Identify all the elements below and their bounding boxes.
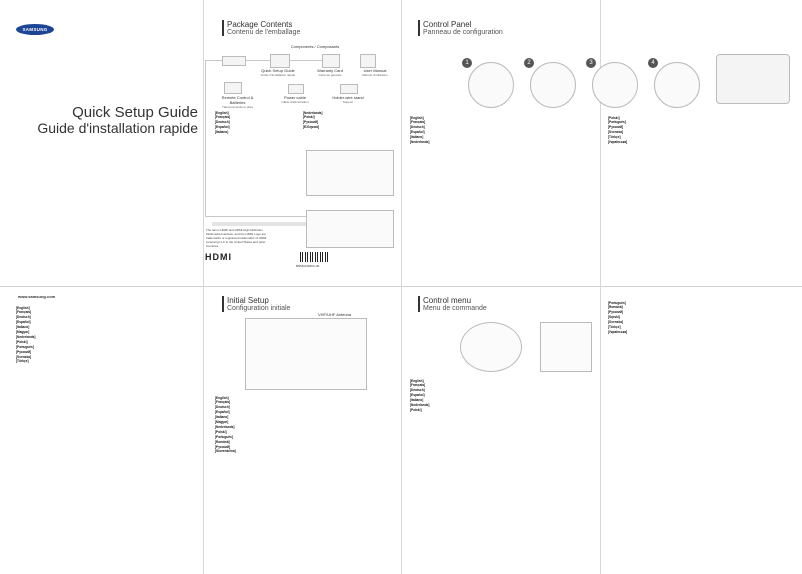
control-panel-heading bbox=[423, 20, 503, 36]
lang-head: [Italiano] bbox=[215, 130, 229, 135]
package-heading bbox=[227, 20, 300, 36]
lang-head: [Italiano] bbox=[215, 415, 229, 420]
item-name: Quick Setup Guide bbox=[261, 68, 295, 73]
item-sub: Câble d'alimentation bbox=[281, 100, 309, 104]
antenna-label: VHF/UHF Antenna bbox=[318, 312, 352, 317]
lang-head: [Română] bbox=[215, 439, 230, 444]
hdmi-legal-text: The terms HDMI and HDMI High-Definition Multimedia Interface, and the HDMI Logo are trademarks or registered trademarks of HDMI Licensing LLC in the United States and other countries. bbox=[206, 228, 267, 248]
control-menu-text-col-1 bbox=[410, 378, 595, 568]
lang-head: [Español] bbox=[410, 130, 425, 135]
control-panel-text-col-2 bbox=[608, 115, 793, 280]
lang-head: [English] bbox=[410, 115, 424, 120]
section-marker bbox=[222, 20, 224, 36]
lang-head: [Svenska] bbox=[16, 354, 32, 359]
lang-head: [Nederlands] bbox=[410, 403, 430, 408]
initial-setup-text bbox=[215, 395, 393, 567]
badge-2: 2 bbox=[524, 58, 534, 68]
lang-head: [Português] bbox=[16, 344, 34, 349]
item-manual bbox=[355, 68, 395, 77]
stand-icon bbox=[340, 84, 358, 94]
item-sub: Télécommande et piles bbox=[221, 105, 253, 109]
item-power-cable bbox=[275, 95, 315, 104]
lang-head: [Русский] bbox=[303, 120, 319, 125]
lang-head: [Română] bbox=[608, 305, 623, 310]
control-panel-diagram-3 bbox=[592, 62, 638, 108]
lang-head: [Nederlands] bbox=[16, 334, 36, 339]
notice-box bbox=[306, 210, 394, 248]
lang-head: [English] bbox=[16, 305, 30, 310]
lang-head: [Français] bbox=[16, 310, 32, 315]
hdmi-logo: HDMI bbox=[205, 252, 232, 262]
package-title-en: Package Contents bbox=[227, 20, 293, 29]
section-marker bbox=[222, 296, 224, 312]
guide-icon bbox=[270, 54, 290, 68]
lang-head: [Português] bbox=[215, 434, 233, 439]
power-cable-icon bbox=[288, 84, 304, 94]
lang-head: [Polski] bbox=[608, 115, 620, 120]
item-name: User Manual bbox=[363, 68, 387, 73]
lang-head: [Italiano] bbox=[16, 325, 30, 330]
setup-diagram bbox=[245, 318, 367, 390]
barcode-number: BN68-04926C-00 bbox=[296, 264, 320, 268]
components-label: Components / Composants bbox=[290, 44, 340, 49]
lang-head: [Svenska] bbox=[608, 320, 624, 325]
badge-1: 1 bbox=[462, 58, 472, 68]
control-menu-text-col-2 bbox=[608, 300, 793, 568]
lang-head: [Français] bbox=[215, 400, 231, 405]
item-name: Power cable bbox=[283, 95, 306, 100]
item-name: Warranty Card bbox=[317, 68, 343, 73]
lang-head: [Nederlands] bbox=[410, 140, 430, 145]
control-menu-title-fr: Menu de commande bbox=[423, 305, 487, 312]
lang-head: [Français] bbox=[215, 115, 231, 120]
lang-head: [Español] bbox=[215, 410, 230, 415]
lang-head: [Русский] bbox=[215, 444, 231, 449]
lang-head: [Українська] bbox=[608, 140, 628, 145]
lang-head: [Slovenščina] bbox=[215, 449, 236, 454]
badge-3: 3 bbox=[586, 58, 596, 68]
lang-head: [Türkçe] bbox=[16, 359, 29, 364]
lang-head: [Ελληνικά] bbox=[303, 125, 320, 130]
samsung-logo: SAMSUNG bbox=[16, 24, 54, 35]
item-stand bbox=[328, 95, 368, 104]
remote-icon bbox=[224, 82, 242, 94]
lang-head: [Srpski] bbox=[608, 315, 620, 320]
item-sub: Support bbox=[342, 100, 354, 104]
lang-head: [Русский] bbox=[608, 310, 624, 315]
lang-head: [Español] bbox=[215, 125, 230, 130]
package-box-icon bbox=[222, 56, 246, 66]
control-panel-text-col-1 bbox=[410, 115, 595, 280]
item-warranty bbox=[305, 68, 355, 77]
initial-setup-heading bbox=[227, 296, 290, 312]
package-title-fr: Contenu de l'emballage bbox=[227, 29, 301, 36]
control-panel-title-fr: Panneau de configuration bbox=[423, 29, 503, 36]
lang-head: [Русский] bbox=[16, 349, 32, 354]
lang-head: [Deutsch] bbox=[215, 120, 230, 125]
warranty-icon bbox=[322, 54, 340, 68]
section-marker bbox=[418, 296, 420, 312]
lang-head: [Nederlands] bbox=[303, 110, 323, 115]
control-panel-title-en: Control Panel bbox=[423, 20, 472, 29]
lang-head: [Italiano] bbox=[410, 398, 424, 403]
lang-head: [Polski] bbox=[215, 429, 227, 434]
control-panel-diagram-2 bbox=[530, 62, 576, 108]
lang-head: [Українська] bbox=[608, 329, 628, 334]
lang-head: [Türkçe] bbox=[608, 135, 621, 140]
lang-head: [Magyar] bbox=[215, 420, 229, 425]
fold-line-2 bbox=[401, 0, 402, 574]
lang-head: [Français] bbox=[410, 120, 426, 125]
item-name: Holder-wire stand bbox=[332, 95, 364, 100]
footer-text bbox=[16, 305, 196, 565]
control-menu-diagram bbox=[460, 322, 522, 372]
lang-head: [Türkçe] bbox=[608, 325, 621, 330]
control-panel-diagram-4 bbox=[654, 62, 700, 108]
control-stick-diagram bbox=[716, 54, 790, 104]
lang-head: [Polski] bbox=[303, 115, 315, 120]
control-menu-tv-diagram bbox=[540, 322, 592, 372]
section-marker bbox=[418, 20, 420, 36]
control-menu-heading bbox=[423, 296, 487, 312]
lang-head: [Español] bbox=[410, 393, 425, 398]
control-menu-title-en: Control menu bbox=[423, 296, 472, 305]
manual-icon bbox=[360, 54, 376, 68]
lang-head: [Magyar] bbox=[16, 330, 30, 335]
cover-title-en: Quick Setup Guide bbox=[72, 104, 198, 121]
lang-head: [English] bbox=[410, 378, 424, 383]
lang-head: [English] bbox=[215, 110, 229, 115]
initial-setup-title-en: Initial Setup bbox=[227, 296, 269, 305]
lang-head: [Deutsch] bbox=[410, 125, 425, 130]
cover-title-fr: Guide d'installation rapide bbox=[37, 120, 198, 136]
lang-head: [Nederlands] bbox=[215, 424, 235, 429]
lang-head: [Deutsch] bbox=[215, 405, 230, 410]
item-sub: Carte de garantie bbox=[318, 73, 342, 77]
warning-box bbox=[306, 150, 394, 196]
lang-head: [English] bbox=[215, 395, 229, 400]
initial-setup-title-fr: Configuration initiale bbox=[227, 305, 291, 312]
item-sub: Guide d'installation rapide bbox=[260, 73, 296, 77]
item-quick-guide bbox=[258, 68, 298, 77]
fold-line-1 bbox=[203, 0, 204, 574]
lang-head: [Português] bbox=[608, 120, 626, 125]
item-sub: Manuel d'utilisation bbox=[362, 73, 388, 77]
package-text-col-1 bbox=[215, 110, 295, 280]
item-name: Remote Control & Batteries bbox=[221, 95, 254, 105]
lang-head: [Italiano] bbox=[410, 135, 424, 140]
lang-head: [Español] bbox=[16, 320, 31, 325]
lang-head: [Polski] bbox=[410, 407, 422, 412]
lang-head: [Français] bbox=[410, 383, 426, 388]
lang-head: [Polski] bbox=[16, 339, 28, 344]
item-remote bbox=[215, 95, 260, 109]
samsung-website: www.samsung.com bbox=[18, 294, 56, 299]
badge-4: 4 bbox=[648, 58, 658, 68]
lang-head: [Svenska] bbox=[608, 130, 624, 135]
lang-head: [Português] bbox=[608, 300, 626, 305]
lang-head: [Deutsch] bbox=[410, 388, 425, 393]
lang-head: [Deutsch] bbox=[16, 315, 31, 320]
control-panel-diagram-1 bbox=[468, 62, 514, 108]
lang-head: [Русский] bbox=[608, 125, 624, 130]
